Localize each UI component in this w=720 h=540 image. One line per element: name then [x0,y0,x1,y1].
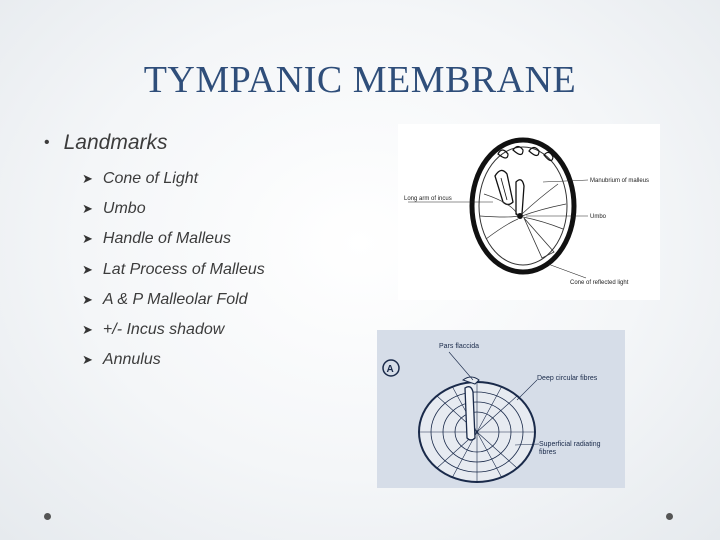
list-item-label: Handle of Malleus [102,230,231,248]
list-item [82,200,265,230]
fibre-structure-diagram [377,330,625,488]
corner-dot-bottom-right [666,513,673,520]
pars-flaccida-label: Pars flaccida [439,343,480,350]
superficial-fibres-label-2: fibres [539,449,557,456]
corner-dot-bottom-left [44,513,51,520]
list-item [82,261,265,291]
list-item [82,291,265,321]
slide-title: TYMPANIC MEMBRANE [143,59,577,101]
arrow-bullet-icon: ➤ [82,291,93,307]
main-bullet [44,131,168,155]
list-item-label: Annulus [102,351,161,369]
tympanic-membrane-diagram [398,124,660,300]
fibre-drawing [377,330,625,488]
deep-fibres-label: Deep circular fibres [537,375,598,382]
list-item-label: Lat Process of Malleus [102,260,265,278]
umbo-label: Umbo [590,214,607,220]
list-item [82,321,265,351]
main-bullet-label: Landmarks [63,131,168,154]
list-item-label: Cone of Light [102,170,199,187]
list-item-label: A & P Malleolar Fold [102,290,248,308]
arrow-bullet-icon: ➤ [82,261,93,277]
superficial-fibres-label: Superficial radiating [539,441,601,448]
list-item [82,351,265,381]
list-item-label: +/- Incus shadow [102,320,225,338]
figure-badge: A [386,364,394,375]
landmark-list [82,170,265,381]
bullet-dot-icon: • [44,134,50,151]
list-item-label: Umbo [102,200,146,218]
arrow-bullet-icon: ➤ [82,231,93,247]
manubrium-label: Manubrium of malleus [590,178,650,184]
arrow-bullet-icon: ➤ [82,201,93,217]
cone-label: Cone of reflected light [570,280,629,286]
list-item [82,230,265,260]
arrow-bullet-icon: ➤ [82,171,93,186]
membrane-drawing [398,124,660,300]
arrow-bullet-icon: ➤ [82,321,93,337]
incus-label: Long arm of incus [404,196,452,202]
list-item [82,170,265,200]
arrow-bullet-icon: ➤ [82,352,93,368]
